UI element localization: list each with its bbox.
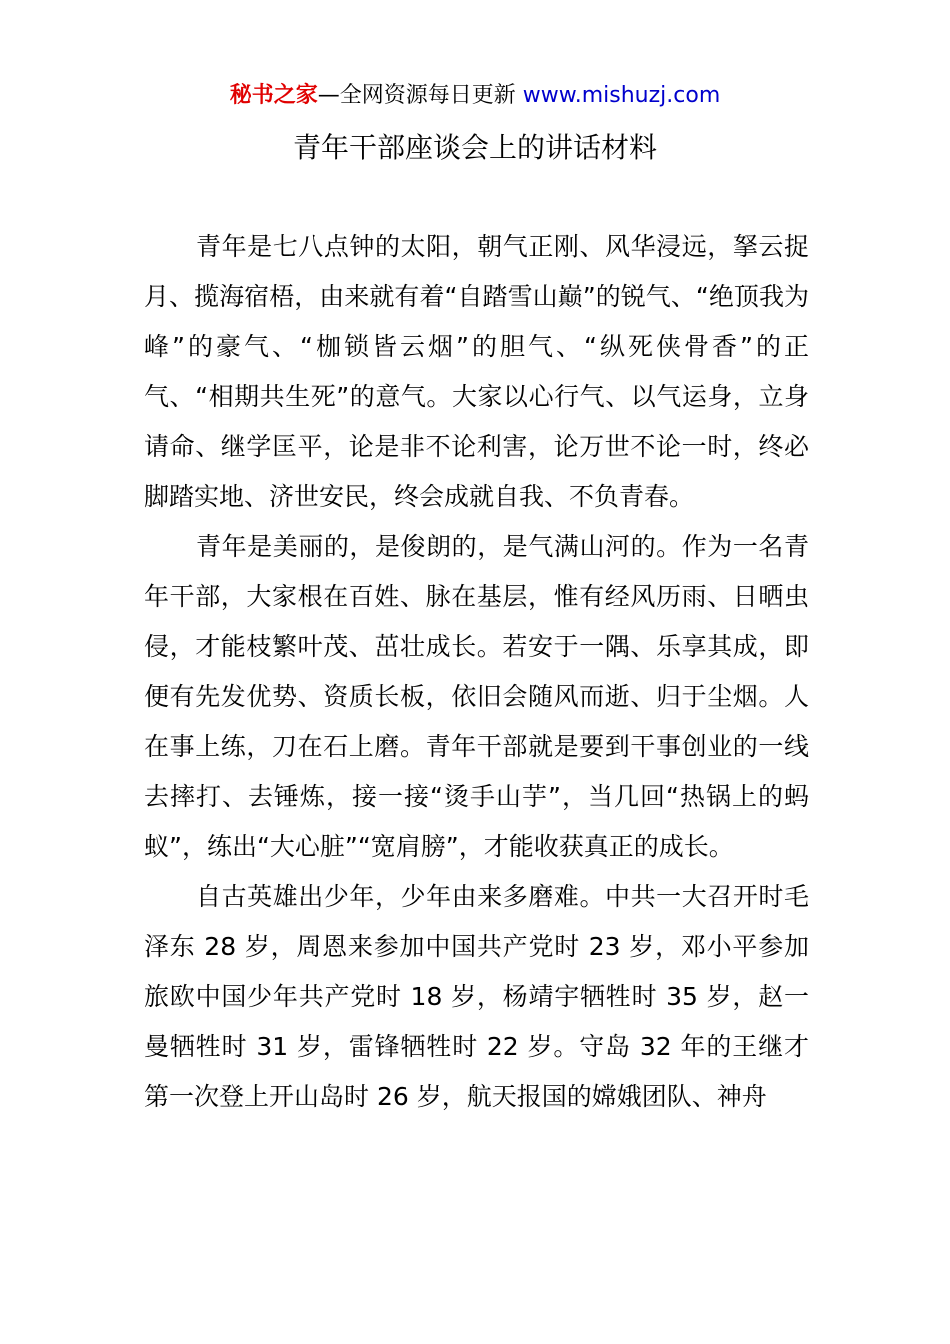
site-brand: 秘书之家 [229,83,318,108]
paragraph-3: 自古英雄出少年，少年由来多磨难。中共一大召开时毛泽东 28 岁，周恩来参加中国共产党时 23 岁，邓小平参加旅欧中国少年共产党时 18 岁，杨靖宇牺牲时 35 岁，赵一曼牺牲时 31 岁，雷锋牺牲时 22 岁。守岛 32 年的王继才第一次登上开山岛时 26 岁，航天报国的嫦娥团队、神舟 [144,882,809,1111]
paragraph-2: 青年是美丽的，是俊朗的，是气满山河的。作为一名青年干部，大家根在百姓、脉在基层，惟有经风历雨、日晒虫侵，才能枝繁叶茂、茁壮成长。若安于一隅、乐享其成，即便有先发优势、资质长板，依旧会随风而逝、归于尘烟。人在事上练，刀在石上磨。青年干部就是要到干事创业的一线去摔打、去锤炼，接一接“烫手山芋”，当几回“热锅上的蚂蚁”，练出“大心脏”“宽肩膀”，才能收获真正的成长。 [144,532,809,861]
site-tagline: —全网资源每日更新 [317,83,523,108]
site-header [0,78,950,114]
document-title: 青年干部座谈会上的讲话材料 [292,131,657,164]
site-url-link[interactable]: www.mishuzj.com [522,83,721,108]
document-body [144,222,809,1122]
paragraph-1: 青年是七八点钟的太阳，朝气正刚、风华浸远，拏云捉月、揽海宿梧，由来就有着“自踏雪山巅”的锐气、“绝顶我为峰”的豪气、“枷锁皆云烟”的胆气、“纵死侠骨香”的正气、“相期共生死”的意气。大家以心行气、以气运身，立身请命、继学匡平，论是非不论利害，论万世不论一时，终必脚踏实地、济世安民，终会成就自我、不负青春。 [144,232,809,511]
